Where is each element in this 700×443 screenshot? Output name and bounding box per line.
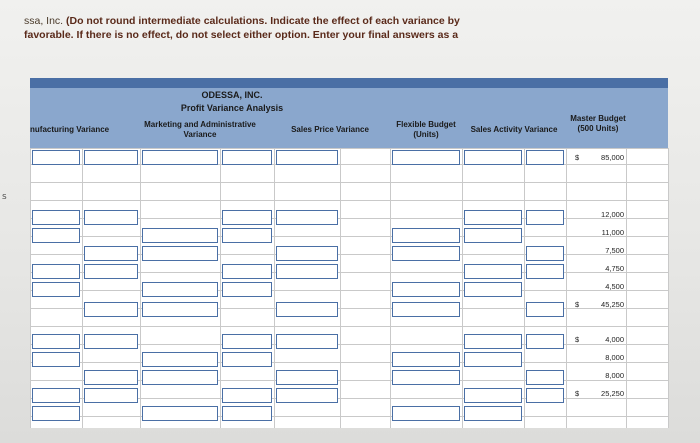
grid-row-line bbox=[30, 326, 668, 327]
answer-input-cell[interactable] bbox=[222, 352, 272, 367]
answer-input-cell[interactable] bbox=[392, 228, 460, 243]
master-budget-value: 4,500 bbox=[605, 282, 624, 291]
grid-col-line bbox=[524, 148, 525, 428]
col-sales-price-variance: Sales Price Variance bbox=[291, 125, 369, 134]
answer-input-cell[interactable] bbox=[84, 210, 138, 225]
master-budget-value: 85,000 bbox=[601, 153, 624, 162]
answer-input-cell[interactable] bbox=[142, 406, 218, 421]
grid-row-line bbox=[30, 236, 668, 237]
answer-input-cell[interactable] bbox=[526, 334, 564, 349]
master-budget-value: 45,250 bbox=[601, 300, 624, 309]
grid-col-line bbox=[566, 148, 567, 428]
answer-input-cell[interactable] bbox=[526, 150, 564, 165]
answer-input-cell[interactable] bbox=[142, 352, 218, 367]
answer-input-cell[interactable] bbox=[222, 406, 272, 421]
answer-input-cell[interactable] bbox=[84, 264, 138, 279]
table-header bbox=[30, 78, 668, 148]
grid-row-line bbox=[30, 416, 668, 417]
answer-input-cell[interactable] bbox=[392, 282, 460, 297]
col-manufacturing-variance: nufacturing Variance bbox=[30, 125, 110, 134]
answer-input-cell[interactable] bbox=[32, 150, 80, 165]
answer-input-cell[interactable] bbox=[84, 388, 138, 403]
answer-input-cell[interactable] bbox=[222, 264, 272, 279]
answer-input-cell[interactable] bbox=[276, 370, 338, 385]
grid-col-line bbox=[462, 148, 463, 428]
answer-input-cell[interactable] bbox=[392, 302, 460, 317]
grid-row-line bbox=[30, 362, 668, 363]
report-title: Profit Variance Analysis bbox=[180, 103, 284, 113]
answer-input-cell[interactable] bbox=[526, 388, 564, 403]
answer-input-cell[interactable] bbox=[276, 150, 338, 165]
answer-input-cell[interactable] bbox=[276, 210, 338, 225]
grid-col-line bbox=[274, 148, 275, 428]
answer-input-cell[interactable] bbox=[32, 228, 80, 243]
instructions-line1-bold: (Do not round intermediate calculations. Indicate the effect of each variance by bbox=[63, 15, 460, 27]
master-dollar-sign: $ bbox=[575, 153, 580, 162]
answer-input-cell[interactable] bbox=[84, 246, 138, 261]
answer-input-cell[interactable] bbox=[222, 210, 272, 225]
profit-variance-table bbox=[30, 78, 668, 428]
grid-col-line bbox=[626, 148, 627, 428]
answer-input-cell[interactable] bbox=[392, 406, 460, 421]
answer-input-cell[interactable] bbox=[222, 282, 272, 297]
answer-input-cell[interactable] bbox=[32, 406, 80, 421]
answer-input-cell[interactable] bbox=[32, 282, 80, 297]
col-flexible-budget: Flexible Budget (Units) bbox=[396, 120, 456, 139]
grid-col-line bbox=[340, 148, 341, 428]
answer-input-cell[interactable] bbox=[526, 302, 564, 317]
answer-input-cell[interactable] bbox=[276, 388, 338, 403]
master-budget-value: 4,750 bbox=[605, 264, 624, 273]
answer-input-cell[interactable] bbox=[32, 264, 80, 279]
grid-col-line bbox=[82, 148, 83, 428]
col-marketing-admin-variance: Marketing and Administrative Variance bbox=[144, 120, 256, 139]
answer-input-cell[interactable] bbox=[464, 150, 522, 165]
instructions-line1-prefix: ssa, Inc. bbox=[24, 15, 64, 27]
answer-input-cell[interactable] bbox=[142, 302, 218, 317]
master-dollar-sign: $ bbox=[575, 300, 580, 309]
answer-input-cell[interactable] bbox=[392, 352, 460, 367]
answer-input-cell[interactable] bbox=[276, 246, 338, 261]
answer-input-cell[interactable] bbox=[84, 302, 138, 317]
answer-input-cell[interactable] bbox=[222, 388, 272, 403]
master-budget-value: 7,500 bbox=[605, 246, 624, 255]
side-mark: s bbox=[2, 192, 7, 202]
answer-input-cell[interactable] bbox=[222, 334, 272, 349]
answer-input-cell[interactable] bbox=[84, 150, 138, 165]
master-budget-value: 12,000 bbox=[601, 210, 624, 219]
grid-col-line bbox=[390, 148, 391, 428]
instructions-text bbox=[24, 14, 684, 42]
answer-input-cell[interactable] bbox=[464, 282, 522, 297]
answer-input-cell[interactable] bbox=[276, 302, 338, 317]
answer-input-cell[interactable] bbox=[526, 370, 564, 385]
answer-input-cell[interactable] bbox=[142, 246, 218, 261]
master-dollar-sign: $ bbox=[575, 389, 580, 398]
master-budget-value: 4,000 bbox=[605, 335, 624, 344]
answer-input-cell[interactable] bbox=[142, 150, 218, 165]
grid-row-line bbox=[30, 290, 668, 291]
grid-col-line bbox=[30, 148, 31, 428]
answer-input-cell[interactable] bbox=[32, 388, 80, 403]
company-name: ODESSA, INC. bbox=[201, 90, 263, 100]
answer-input-cell[interactable] bbox=[84, 334, 138, 349]
answer-input-cell[interactable] bbox=[526, 264, 564, 279]
grid-row-line bbox=[30, 148, 668, 149]
header-band bbox=[30, 78, 668, 88]
grid-col-line bbox=[668, 148, 669, 428]
col-master-budget: Master Budget (500 Units) bbox=[570, 114, 626, 133]
answer-input-cell[interactable] bbox=[464, 352, 522, 367]
answer-input-cell[interactable] bbox=[222, 150, 272, 165]
answer-input-cell[interactable] bbox=[84, 370, 138, 385]
master-budget-value: 25,250 bbox=[601, 389, 624, 398]
answer-input-cell[interactable] bbox=[142, 370, 218, 385]
answer-input-cell[interactable] bbox=[32, 352, 80, 367]
instructions-line2: favorable. If there is no effect, do not select either option. Enter your final answers as a bbox=[24, 29, 459, 41]
table-body bbox=[30, 148, 668, 428]
grid-row-line bbox=[30, 200, 668, 201]
answer-input-cell[interactable] bbox=[142, 282, 218, 297]
answer-input-cell[interactable] bbox=[222, 228, 272, 243]
answer-input-cell[interactable] bbox=[526, 210, 564, 225]
answer-input-cell[interactable] bbox=[464, 210, 522, 225]
answer-input-cell[interactable] bbox=[142, 228, 218, 243]
answer-input-cell[interactable] bbox=[32, 334, 80, 349]
master-budget-value: 8,000 bbox=[605, 353, 624, 362]
answer-input-cell[interactable] bbox=[464, 264, 522, 279]
grid-col-line bbox=[220, 148, 221, 428]
answer-input-cell[interactable] bbox=[464, 228, 522, 243]
col-sales-activity-variance: Sales Activity Variance bbox=[470, 125, 558, 134]
answer-input-cell[interactable] bbox=[392, 246, 460, 261]
answer-input-cell[interactable] bbox=[32, 210, 80, 225]
answer-input-cell[interactable] bbox=[392, 370, 460, 385]
answer-input-cell[interactable] bbox=[464, 406, 522, 421]
grid-col-line bbox=[140, 148, 141, 428]
answer-input-cell[interactable] bbox=[276, 334, 338, 349]
answer-input-cell[interactable] bbox=[464, 334, 522, 349]
answer-input-cell[interactable] bbox=[464, 388, 522, 403]
answer-input-cell[interactable] bbox=[526, 246, 564, 261]
master-budget-value: 11,000 bbox=[601, 228, 624, 237]
answer-input-cell[interactable] bbox=[276, 264, 338, 279]
answer-input-cell[interactable] bbox=[392, 150, 460, 165]
grid-row-line bbox=[30, 182, 668, 183]
master-dollar-sign: $ bbox=[575, 335, 580, 344]
master-budget-value: 8,000 bbox=[605, 371, 624, 380]
